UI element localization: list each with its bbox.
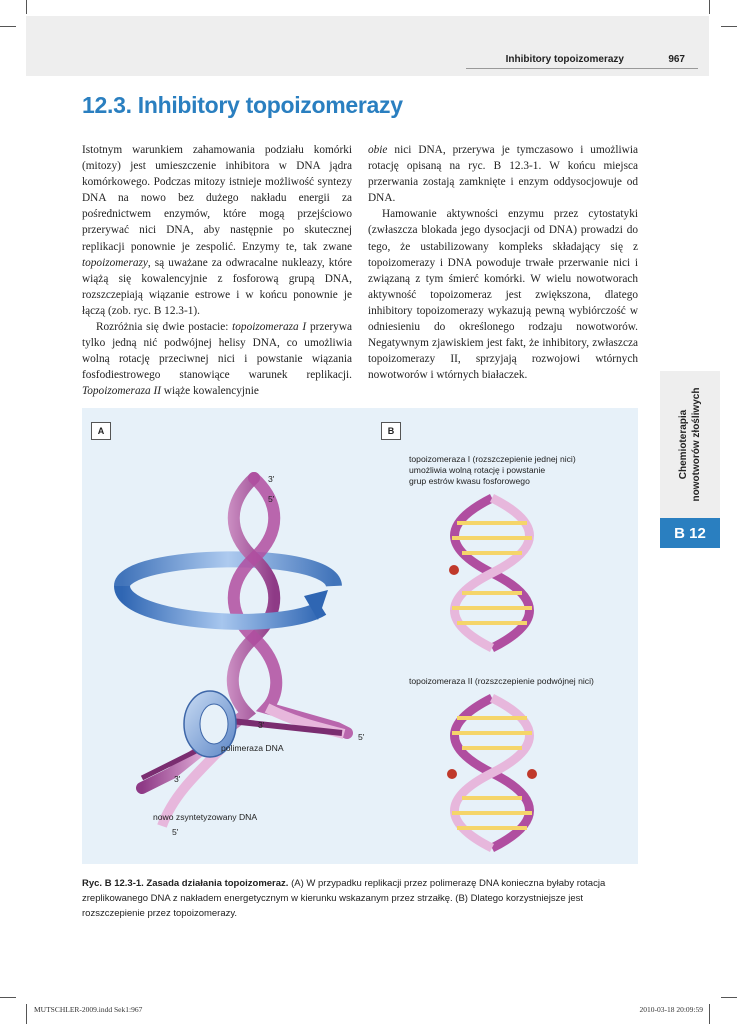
panel-label-b: B (381, 422, 401, 440)
paragraph: Rozróżnia się dwie postacie: topoizomeraza I przerywa tylko jedną nić podwójnej helisy DNA, co umożliwia wolną rotację przeciwnej nici i powstanie wiązania fosfodiestrowego stanowiące warunek replikacji. Topoizomeraza II wiąże kowalencyjnie (82, 321, 352, 398)
running-head: Inhibitory topoizomerazy (505, 54, 624, 65)
helix-top-b (449, 498, 532, 648)
page-number: 967 (668, 54, 685, 65)
crop-mark (709, 1004, 710, 1024)
figure (82, 408, 638, 864)
helix-bottom-b (447, 698, 537, 848)
label-new-dna: nowo zsyntetyzowany DNA (153, 812, 258, 822)
paragraph: Istotnym warunkiem zahamowania podziału komórki (mitozy) jest umieszczenie inhibitora w DNA jądra komórkowego. Podczas mitozy istnieje możliwość syntezy DNA na nowo bez dużego nakładu energii za pośrednictwem enzymów, które mogą przejściowo przerywać nici DNA, aby następnie po skutecznej replikacji ponownie je zespolić. Enzymy te, tak zwane topoizomerazy, są uważane za odwracalne nukleazy, które wiążą się kowalencyjnie z fosforową grupą DNA, rozszczepiają wiązanie estrowe i w końcu ponownie je łączą (zob. ryc. B 12.3-1). (82, 144, 352, 317)
figure-caption: Ryc. B 12.3-1. Zasada działania topoizomeraz. (A) W przypadku replikacji przez polimerazę DNA konieczna byłaby rotacja zreplikowanego DNA z nakładem energetycznym w kierunku wskazanym przez strzałkę. (B) Dlatego korzystniejsze jest rozszczepienie przez topoizomerazy. (82, 878, 606, 919)
label-3-prime-top: 3' (268, 474, 275, 484)
label-topoisomerase-1-line: topoizomeraza I (rozszczepienie jednej nici) (409, 454, 576, 464)
rotation-arrow-front (122, 586, 322, 622)
text-column-right (368, 142, 638, 383)
chapter-tab-line: nowotworów złośliwych (691, 387, 702, 502)
label-topoisomerase-2: topoizomeraza II (rozszczepienie podwójnej nici) (409, 676, 594, 686)
text-column-left (82, 142, 352, 400)
header-band (26, 16, 709, 76)
label-5-prime-top: 5' (268, 494, 275, 504)
crop-mark (0, 997, 16, 998)
footer-left: MUTSCHLER-2009.indd Sek1:967 (34, 1005, 143, 1014)
label-topoisomerase-1 (409, 454, 576, 487)
panel-label-a: A (91, 422, 111, 440)
footer-right: 2010-03-18 20:09:59 (639, 1005, 703, 1014)
paragraph: obie nici DNA, przerywa je tymczasowo i umożliwia rotację opisaną na ryc. B 12.3-1. W końcu miejsca przerwania zostają zamknięte i enzym oddysocjowuje od DNA. (368, 144, 638, 205)
label-polymerase: polimeraza DNA (221, 743, 284, 753)
label-topoisomerase-1-line: grup estrów kwasu fosforowego (409, 476, 530, 486)
chapter-tab-line: Chemioterapia (678, 409, 689, 480)
section-title: 12.3. Inhibitory topoizomerazy (82, 92, 403, 118)
chapter-number-tab: B 12 (660, 518, 720, 548)
crop-mark (709, 0, 710, 14)
chapter-tab (660, 371, 720, 518)
paragraph: Hamowanie aktywności enzymu przez cytostatyki (zwłaszcza blokada jego dysocjacji od DNA) prowadzi do tego, że ustabilizowany kompleks składający się z topoizomerazy i DNA powoduje trwałe przerwanie nici i związaną z tym śmierć komórki. W wielu nowotworach aktywność topoizomeraz jest zwiększona, dlatego inhibitory topoizomerazy wykazują pewną wybiórczość w odniesieniu do określonego rodzaju nowotworów. Negatywnym zjawiskiem jest fakt, że inhibitory, zwłaszcza topoizomerazy II, sprzyjają rozwojowi wtórnych nowotworów i wtórnych białaczek. (368, 208, 638, 382)
rotation-arrow-back (122, 559, 334, 586)
crop-mark (721, 997, 737, 998)
header-rule (466, 68, 698, 69)
label-topoisomerase-1-line: umożliwia wolną rotację i powstanie (409, 465, 546, 475)
crop-mark (0, 26, 16, 27)
label-5-prime-bottom: 5' (172, 827, 179, 837)
crop-mark (721, 26, 737, 27)
crop-mark (26, 1004, 27, 1024)
label-5-prime-right: 5' (358, 732, 365, 742)
label-3-prime-mid: 3' (258, 720, 265, 730)
chapter-tab-label (660, 371, 720, 518)
label-3-prime-low: 3' (174, 774, 181, 784)
helix-strand-2 (234, 478, 347, 733)
crop-mark (26, 0, 27, 14)
